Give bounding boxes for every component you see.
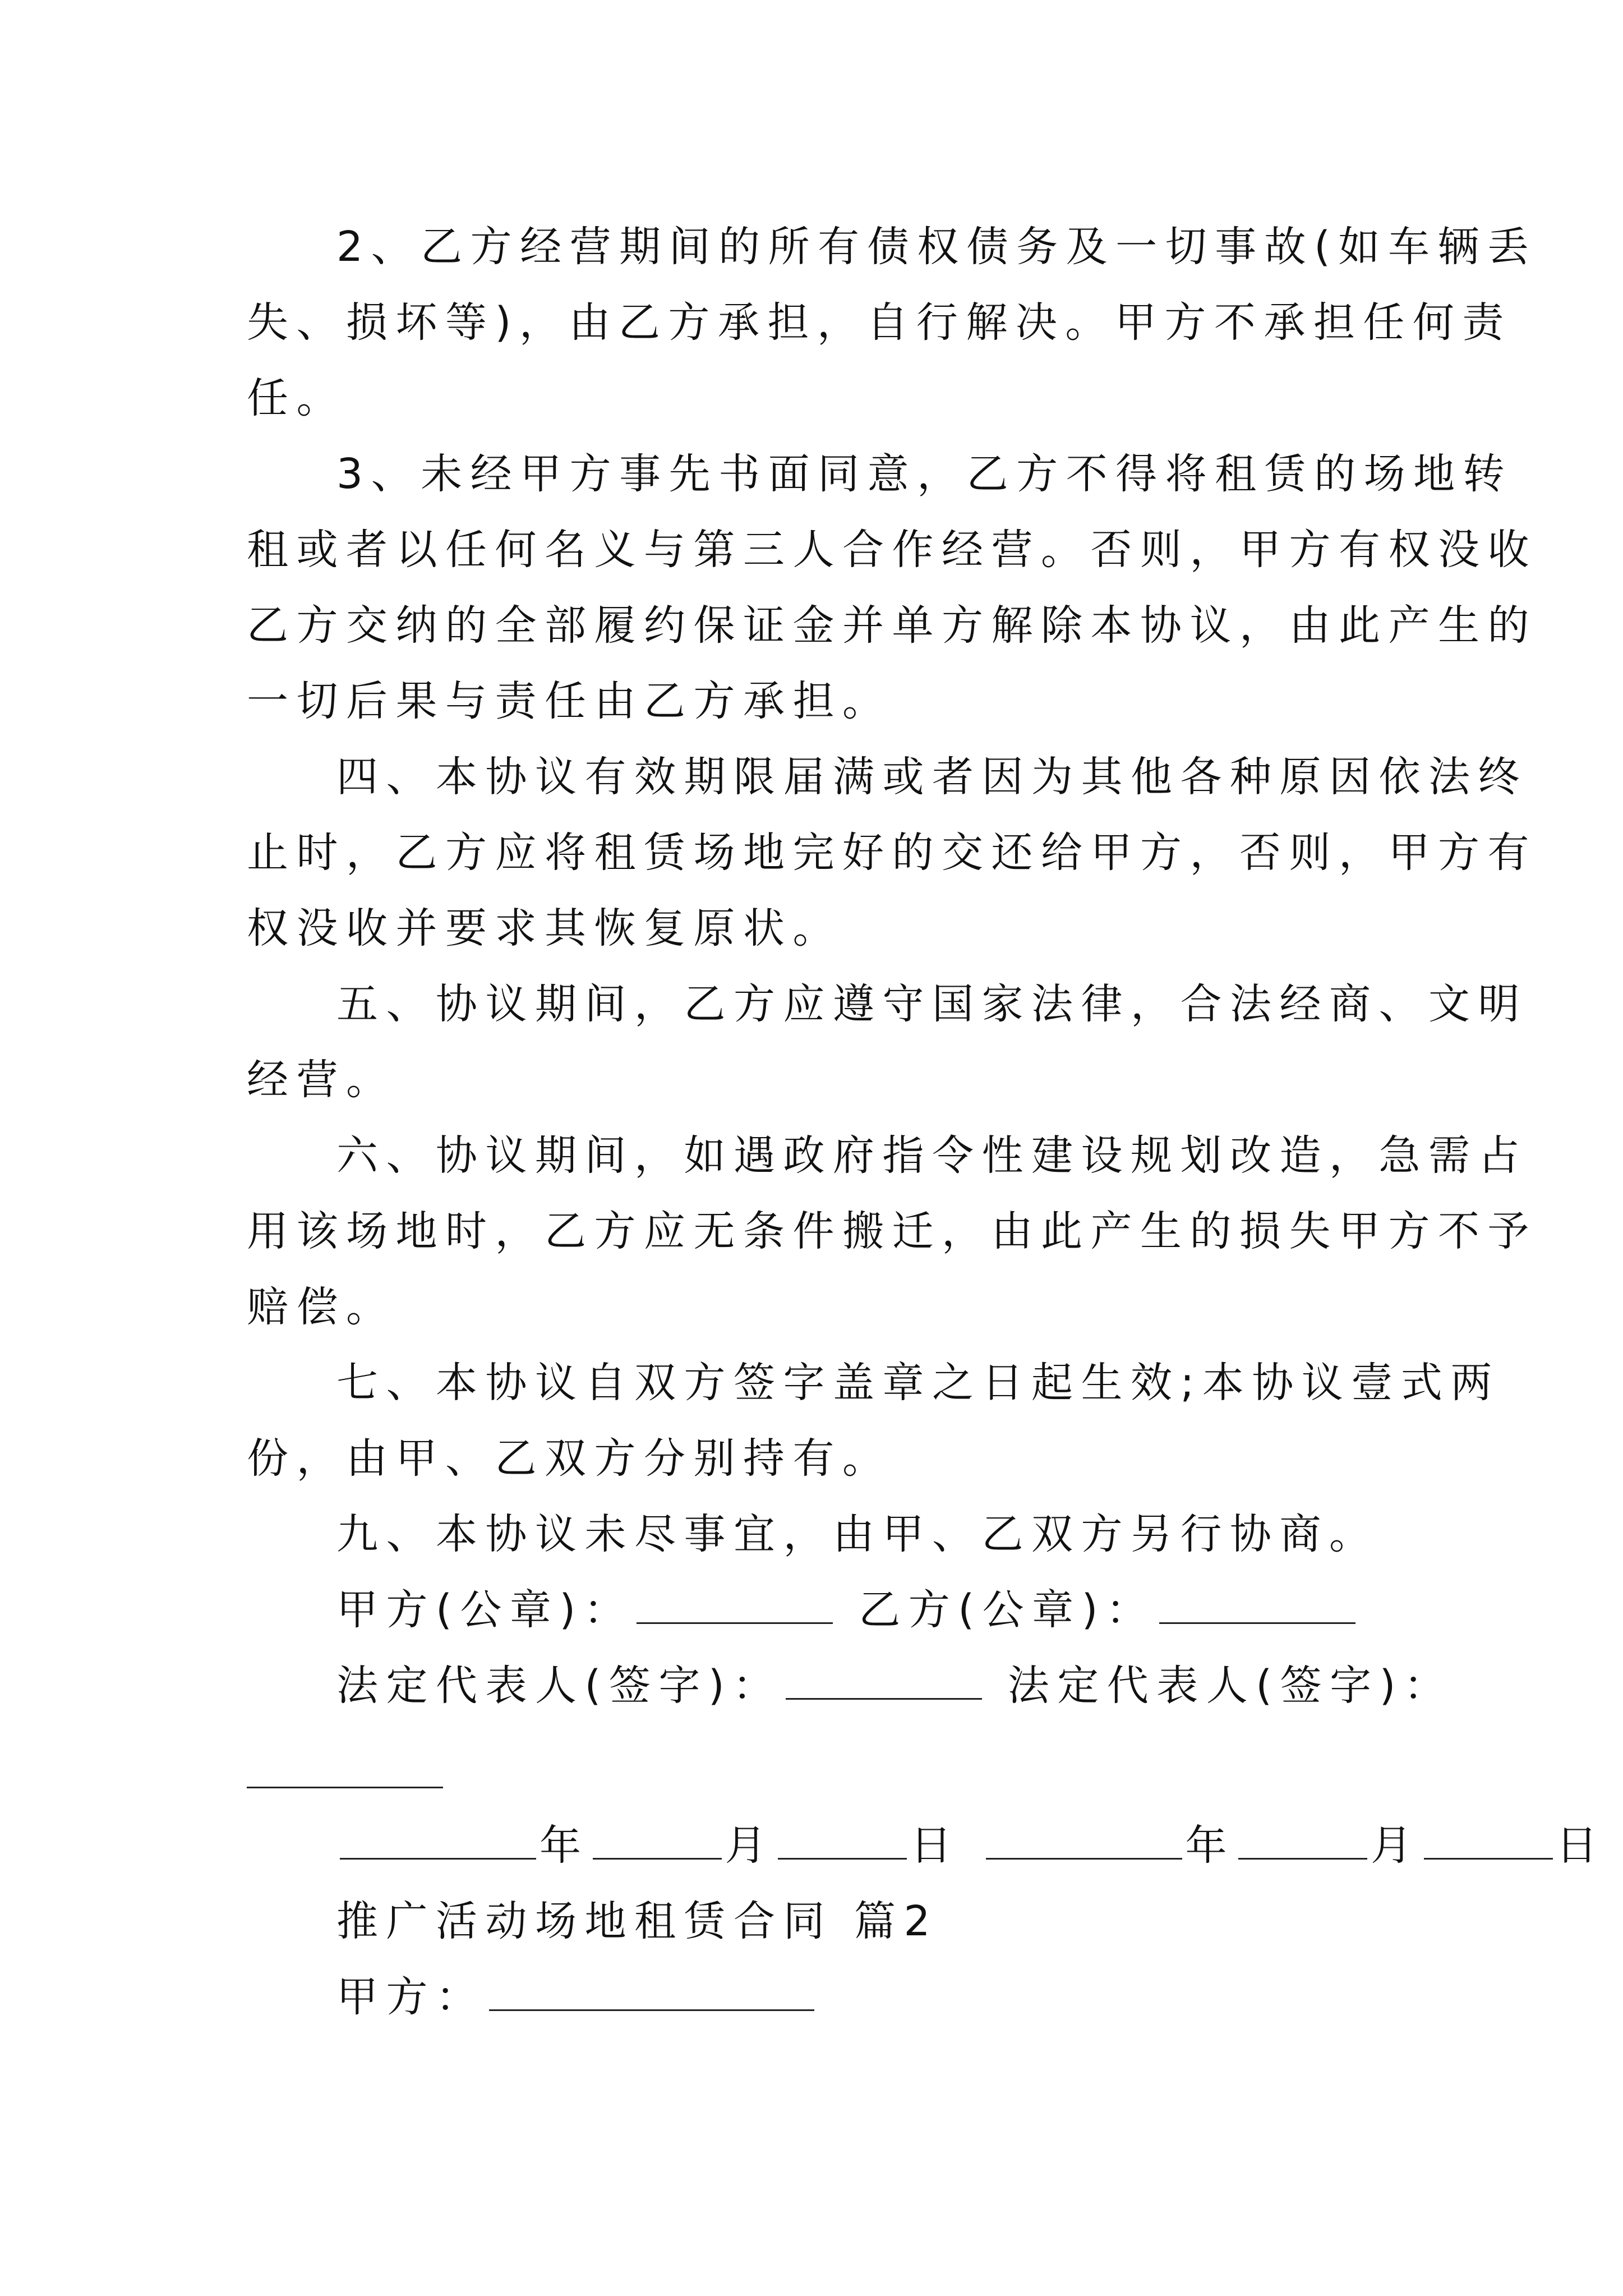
date-row: [336, 1818, 1606, 1874]
party-b-rep-blank[interactable]: [247, 1787, 443, 1788]
next-party-a-label: 甲方：: [336, 1973, 486, 2021]
clause-2-line-1: 2、乙方经营期间的所有债权债务及一切事故(如车辆丢: [336, 223, 1537, 271]
next-party-a-row: [336, 1969, 1469, 2025]
party-a-seal-label: 甲方(公章)：: [336, 1586, 634, 1634]
clause-6-line-2: 用该场地时，乙方应无条件搬迁，由此产生的损失甲方不予: [247, 1207, 1537, 1255]
party-b-month-blank[interactable]: [1238, 1822, 1367, 1860]
clause-4-line-1: 四、本协议有效期限届满或者因为其他各种原因依法终: [336, 753, 1528, 801]
party-b-year-blank[interactable]: [986, 1822, 1182, 1860]
clause-2-line-3: 任。: [247, 374, 346, 422]
clause-7-line-1: 七、本协议自双方签字盖章之日起生效;本协议壹式两: [336, 1359, 1500, 1407]
next-party-a-blank[interactable]: [489, 1973, 814, 2011]
party-a-day-blank[interactable]: [778, 1822, 907, 1860]
party-a-month-blank[interactable]: [593, 1822, 722, 1860]
party-b-seal-blank[interactable]: [1159, 1586, 1355, 1624]
clause-3-line-1: 3、未经甲方事先书面同意，乙方不得将租赁的场地转: [336, 450, 1513, 498]
clause-3-line-3: 乙方交纳的全部履约保证金并单方解除本协议，由此产生的: [247, 601, 1537, 650]
clause-9-line-1: 九、本协议未尽事宜，由甲、乙双方另行协商。: [336, 1510, 1379, 1558]
seal-row: [336, 1582, 1469, 1638]
clause-6-line-3: 赔偿。: [247, 1283, 396, 1331]
party-a-year-label: 年: [540, 1821, 589, 1870]
clause-6-line-1: 六、协议期间，如遇政府指令性建设规划改造，急需占: [336, 1131, 1528, 1180]
party-b-day-blank[interactable]: [1424, 1822, 1553, 1860]
clause-7-line-2: 份，由甲、乙双方分别持有。: [247, 1434, 892, 1483]
clause-4-line-3: 权没收并要求其恢复原状。: [247, 904, 842, 953]
clause-5-line-2: 经营。: [247, 1056, 396, 1104]
representative-row: [336, 1658, 1469, 1714]
party-b-year-label: 年: [1185, 1821, 1235, 1870]
party-a-year-blank[interactable]: [340, 1822, 536, 1860]
clause-4-line-2: 止时，乙方应将租赁场地完好的交还给甲方，否则，甲方有: [247, 829, 1537, 877]
party-b-rep-label: 法定代表人(签字)：: [1007, 1662, 1454, 1710]
clause-3-line-4: 一切后果与责任由乙方承担。: [247, 677, 892, 725]
party-b-day-label: 日: [1556, 1821, 1606, 1870]
clause-2-line-2: 失、损坏等)，由乙方承担，自行解决。甲方不承担任何责: [247, 298, 1512, 347]
party-b-seal-label: 乙方(公章)：: [859, 1586, 1156, 1634]
party-a-rep-label: 法定代表人(签字)：: [336, 1662, 782, 1710]
party-a-day-label: 日: [910, 1821, 960, 1870]
party-a-month-label: 月: [725, 1821, 774, 1870]
clause-3-line-2: 租或者以任何名义与第三人合作经营。否则，甲方有权没收: [247, 526, 1537, 574]
party-a-seal-blank[interactable]: [637, 1586, 833, 1624]
party-b-month-label: 月: [1371, 1821, 1421, 1870]
party-a-rep-blank[interactable]: [786, 1662, 982, 1700]
section-title: 推广活动场地租赁合同 篇2: [336, 1897, 939, 1945]
clause-5-line-1: 五、协议期间，乙方应遵守国家法律，合法经商、文明: [336, 980, 1528, 1028]
